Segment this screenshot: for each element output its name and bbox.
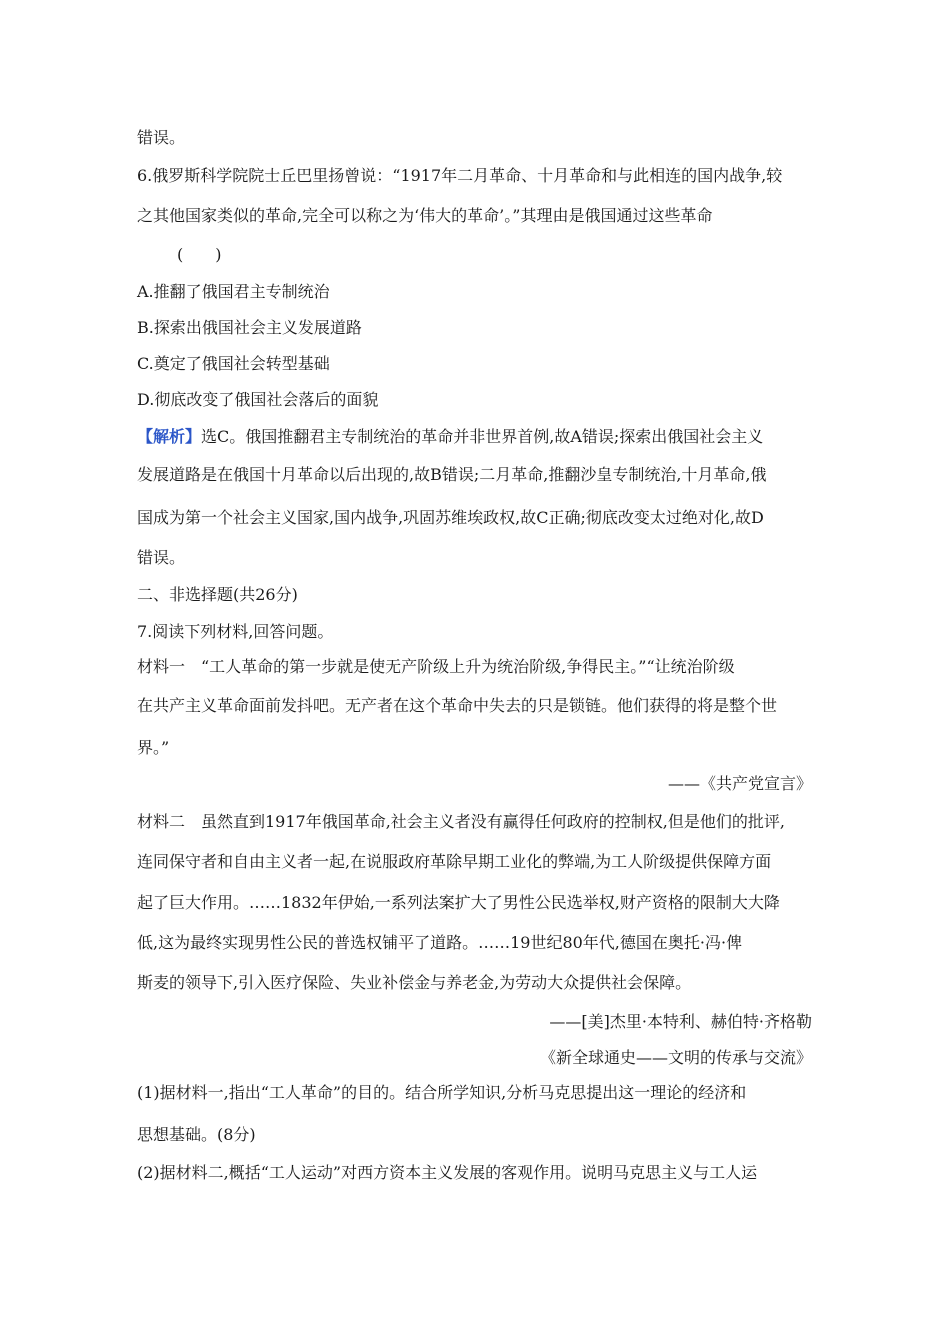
material-two: 材料二 虽然直到1917年俄国革命,社会主义者没有赢得任何政府的控制权,但是他们的批评,	[137, 812, 785, 831]
analysis-line: 错误。	[137, 548, 186, 567]
option-c: C.奠定了俄国社会转型基础	[137, 354, 330, 373]
sub-question-1: (1)据材料一,指出“工人革命”的目的。结合所学知识,分析马克思提出这一理论的经济和	[137, 1083, 747, 1102]
analysis-line	[137, 427, 763, 447]
analysis-text: 选C。俄国推翻君主专制统治的革命并非世界首例,故A错误;探索出俄国社会主义	[201, 427, 764, 446]
question-6-stem-cont: 之其他国家类似的革命,完全可以称之为‘伟大的革命’。”其理由是俄国通过这些革命	[137, 206, 713, 225]
sub-question-2: (2)据材料二,概括“工人运动”对西方资本主义发展的客观作用。说明马克思主义与工人运	[137, 1163, 758, 1182]
option-d: D.彻底改变了俄国社会落后的面貌	[137, 390, 379, 409]
material-two-cont: 低,这为最终实现男性公民的普选权铺平了道路。……19世纪80年代,德国在奥托·冯·俾	[137, 933, 743, 952]
analysis-tag: 【解析】	[137, 427, 202, 446]
analysis-line: 国成为第一个社会主义国家,国内战争,巩固苏维埃政权,故C正确;彻底改变太过绝对化,故D	[137, 508, 764, 527]
question-7-stem: 7.阅读下列材料,回答问题。	[137, 622, 334, 641]
material-two-source: ——[美]杰里·本特利、赫伯特·齐格勒	[549, 1012, 812, 1031]
option-b: B.探索出俄国社会主义发展道路	[137, 318, 362, 337]
answer-blank: ( )	[177, 245, 222, 264]
material-two-source-book: 《新全球通史——文明的传承与交流》	[539, 1048, 812, 1067]
question-6-stem: 6.俄罗斯科学院院士丘巴里扬曾说：“1917年二月革命、十月革命和与此相连的国内战争,较	[137, 166, 783, 185]
material-one: 材料一 “工人革命的第一步就是使无产阶级上升为统治阶级,争得民主。”“让统治阶级	[137, 657, 735, 676]
material-one-source: ——《共产党宣言》	[667, 774, 812, 793]
text-line: 错误。	[137, 128, 186, 147]
material-two-cont: 起了巨大作用。……1832年伊始,一系列法案扩大了男性公民选举权,财产资格的限制大大降	[137, 893, 780, 912]
material-one-cont: 在共产主义革命面前发抖吧。无产者在这个革命中失去的只是锁链。他们获得的将是整个世	[137, 696, 778, 715]
material-two-cont: 连同保守者和自由主义者一起,在说服政府革除早期工业化的弊端,为工人阶级提供保障方面	[137, 852, 772, 871]
material-one-cont: 界。”	[137, 738, 170, 757]
option-a: A.推翻了俄国君主专制统治	[137, 282, 330, 301]
material-two-cont: 斯麦的领导下,引入医疗保险、失业补偿金与养老金,为劳动大众提供社会保障。	[137, 973, 692, 992]
analysis-line: 发展道路是在俄国十月革命以后出现的,故B错误;二月革命,推翻沙皇专制统治,十月革命,俄	[137, 465, 767, 484]
sub-question-1-cont: 思想基础。(8分)	[137, 1125, 256, 1144]
section-heading: 二、非选择题(共26分)	[137, 585, 298, 604]
